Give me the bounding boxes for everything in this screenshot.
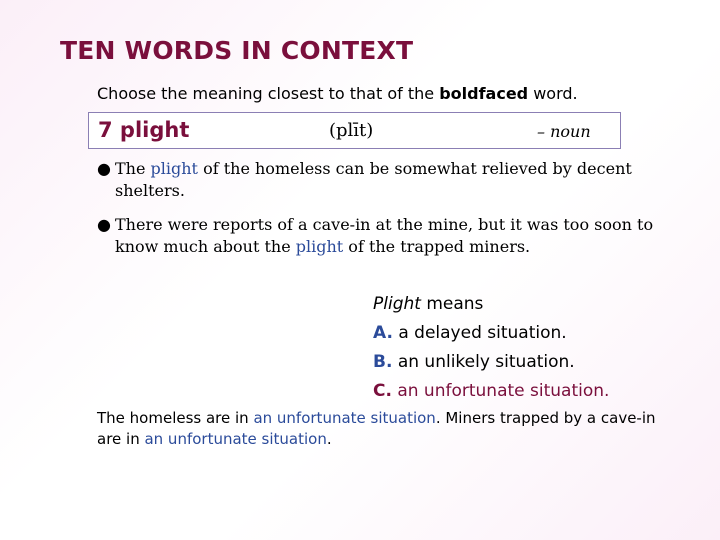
explanation-part-1: The homeless are in bbox=[97, 409, 254, 427]
explanation-highlight-1: an unfortunate situation bbox=[253, 409, 436, 427]
page-title: TEN WORDS IN CONTEXT bbox=[60, 36, 414, 65]
sentence-text bbox=[115, 158, 657, 202]
option-label: C. bbox=[373, 381, 392, 401]
answer-option-a[interactable] bbox=[373, 319, 609, 348]
answer-option-b[interactable] bbox=[373, 348, 609, 377]
example-sentence-1 bbox=[97, 158, 657, 202]
sentence-before: The bbox=[115, 159, 151, 178]
sentence-before: There were reports of a cave-in at the mine, but it was too soon to know much about the bbox=[115, 215, 654, 256]
option-text: an unlikely situation. bbox=[392, 352, 575, 372]
explanation-highlight-2: an unfortunate situation bbox=[144, 430, 327, 448]
instruction-before: Choose the meaning closest to that of the bbox=[97, 84, 440, 103]
part-of-speech: – noun bbox=[537, 122, 591, 141]
pronunciation: (plīt) bbox=[329, 120, 374, 141]
lead-rest: means bbox=[420, 294, 484, 314]
option-text: a delayed situation. bbox=[392, 323, 567, 343]
sentence-highlight: plight bbox=[150, 159, 198, 178]
example-sentence-2 bbox=[97, 214, 657, 258]
sentence-after: of the homeless can be somewhat relieved by decent shelters. bbox=[115, 159, 632, 200]
answer-choices bbox=[373, 290, 609, 406]
explanation-part-3: . bbox=[326, 430, 332, 448]
vocab-word: 7 plight bbox=[98, 118, 190, 142]
answer-explanation bbox=[97, 408, 657, 450]
sentence-highlight: plight bbox=[295, 237, 344, 256]
instruction-text bbox=[97, 84, 578, 103]
answer-option-c[interactable] bbox=[373, 377, 609, 406]
explanation-part-2: . Miners trapped by a cave-in are in bbox=[97, 409, 656, 448]
sentence-after: of the trapped miners. bbox=[343, 237, 531, 256]
bullet-icon: ● bbox=[97, 159, 111, 178]
option-label: B. bbox=[373, 352, 393, 372]
sentence-text bbox=[115, 214, 657, 258]
bullet-icon: ● bbox=[97, 215, 111, 234]
option-label: A. bbox=[373, 323, 393, 343]
option-text: an unfortunate situation. bbox=[391, 381, 610, 401]
vocab-word-box bbox=[88, 112, 621, 149]
instruction-bold: boldfaced bbox=[439, 84, 529, 103]
instruction-after: word. bbox=[528, 84, 578, 103]
answers-lead bbox=[373, 290, 609, 319]
lead-word: Plight bbox=[373, 294, 421, 314]
